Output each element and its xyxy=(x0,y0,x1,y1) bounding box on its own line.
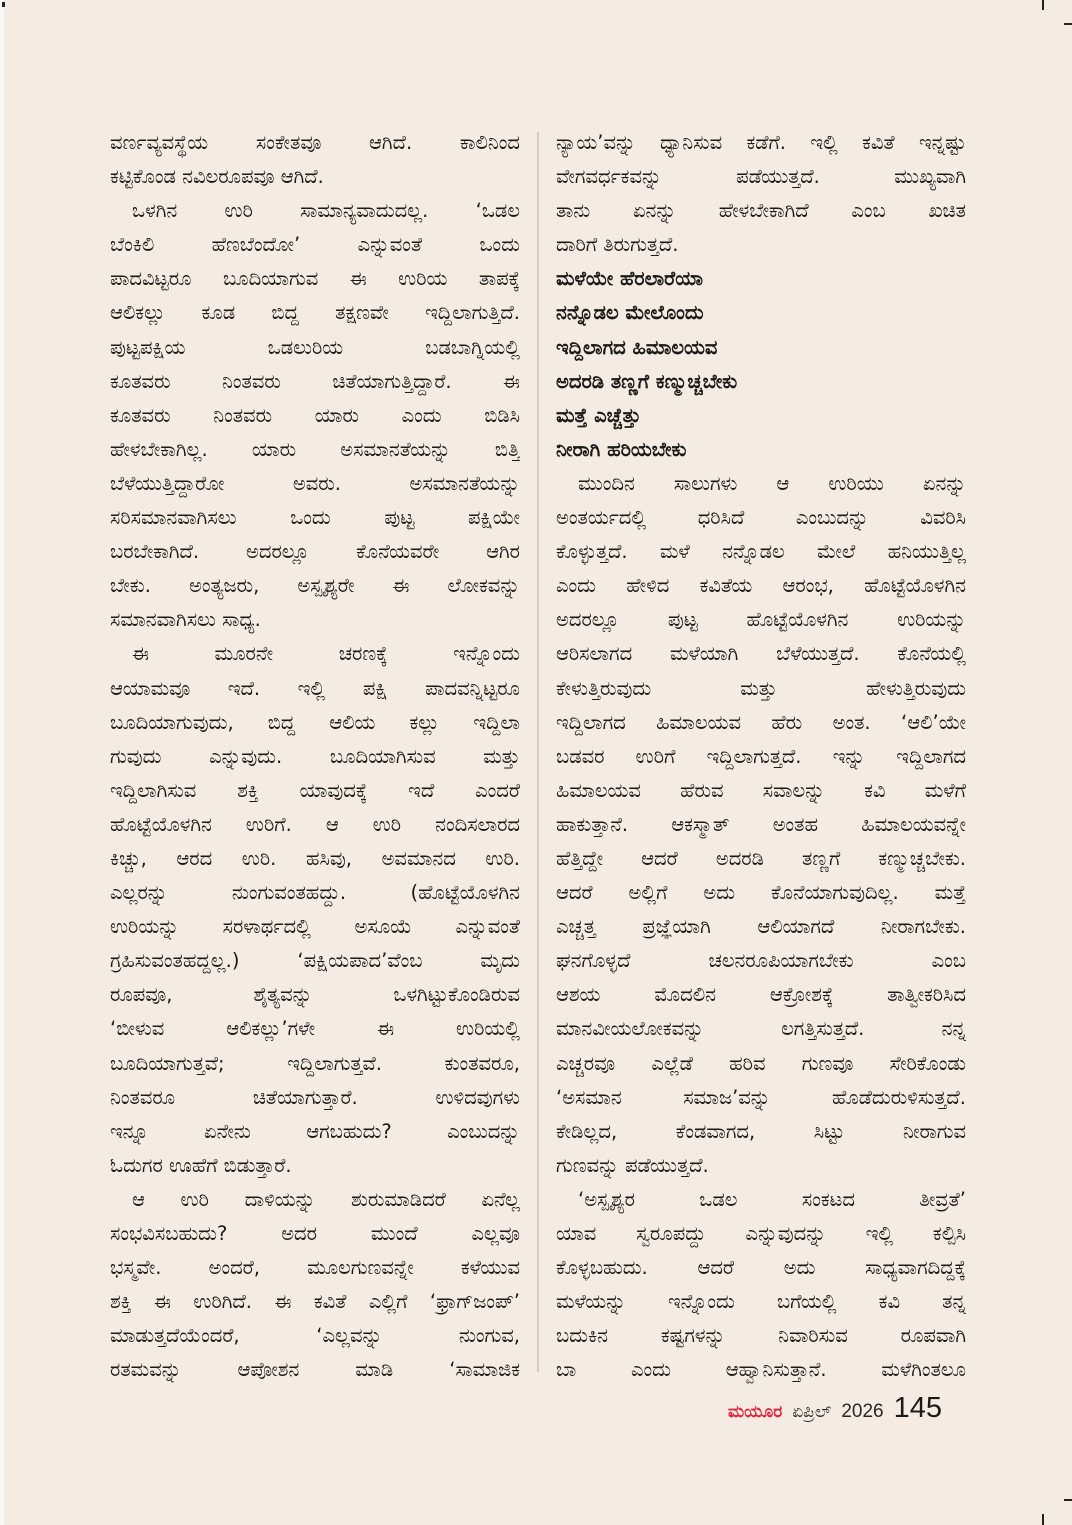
text-line: ‘ಅಸ್ಪೃಶ್ಯರ ಒಡಲ ಸಂಕಟದ ತೀವ್ರತೆ’ xyxy=(578,1187,966,1211)
text-line: ಅಂತರ್ಯದಲ್ಲಿ ಧರಿಸಿದೆ ಎಂಬುದನ್ನು ವಿವರಿಸಿ xyxy=(556,506,966,530)
poem-line: ಇದ್ದಿಲಾಗದ ಹಿಮಾಲಯವ xyxy=(556,335,718,359)
text-line: ಶಕ್ತಿ ಈ ಉರಿಗಿದೆ. ಈ ಕವಿತೆ ಎಲ್ಲಿಗೆ ‘ಫ್ರಾಗ್‌ಜಂಪ್’ xyxy=(110,1290,520,1314)
text-line: ನ್ಯಾಯ’ವನ್ನು ಧ್ಯಾನಿಸುವ ಕಡೆಗೆ. ಇಲ್ಲಿ ಕವಿತೆ ಇನ್ನಷ್ಟು xyxy=(556,131,966,154)
text-line: ಎಲ್ಲರನ್ನು ನುಂಗುವಂತಹದ್ದು. (ಹೊಟ್ಟೆಯೊಳಗಿನ xyxy=(110,881,520,905)
poem-line: ಅದರಡಿ ತಣ್ಣಗೆ ಕಣ್ಮುಚ್ಚಬೇಕು xyxy=(556,369,738,393)
text-line: ಪಾದವಿಟ್ಟರೂ ಬೂದಿಯಾಗುವ ಈ ಉರಿಯ ತಾಪಕ್ಕೆ xyxy=(110,267,520,291)
text-line: ಹೇಳಬೇಕಾಗಿಲ್ಲ. ಯಾರು ಅಸಮಾನತೆಯನ್ನು ಬಿತ್ತಿ xyxy=(110,437,520,461)
text-line: ರೂಪವೂ, ಶೈತ್ಯವನ್ನು ಒಳಗಿಟ್ಟುಕೊಂಡಿರುವ xyxy=(110,983,520,1007)
text-line: ಅದರಲ್ಲೂ ಪುಟ್ಟ ಹೊಟ್ಟೆಯೊಳಗಿನ ಉರಿಯನ್ನು xyxy=(556,608,966,632)
text-line: ಎಚ್ಚರವೂ ಎಲ್ಲೆಡೆ ಹರಿವ ಗುಣವೂ ಸೇರಿಕೊಂಡು xyxy=(556,1051,966,1075)
poem-line: ಮಳೆಯೇ ಹೆರಲಾರೆಯಾ xyxy=(556,267,703,291)
issue-year: 2026 xyxy=(841,1401,884,1422)
crop-mark xyxy=(2,2,5,7)
column-divider xyxy=(537,132,539,1372)
text-line: ಬಡವರ ಉರಿಗೆ ಇದ್ದಿಲಾಗುತ್ತದೆ. ಇನ್ನು ಇದ್ದಿಲಾಗದ xyxy=(556,744,966,768)
poem-line: ನೀರಾಗಿ ಹರಿಯಬೇಕು xyxy=(556,437,687,461)
text-line: ಸಂಭವಿಸಬಹುದು? ಅದರ ಮುಂದೆ ಎಲ್ಲವೂ xyxy=(110,1222,520,1245)
text-line: ಘನಗೊಳ್ಳದೆ ಚಲನರೂಪಿಯಾಗಬೇಕು ಎಂಬ xyxy=(556,949,966,973)
text-line: ಕಿಚ್ಚು, ಆರದ ಉರಿ. ಹಸಿವು, ಅವಮಾನದ ಉರಿ. xyxy=(110,846,520,870)
text-line: ‘ಅಸಮಾನ ಸಮಾಜ’ವನ್ನು ಹೊಡೆದುರುಳಿಸುತ್ತದೆ. xyxy=(556,1085,966,1109)
article-column-left xyxy=(110,126,520,1387)
text-line: ಹೊಟ್ಟೆಯೊಳಗಿನ ಉರಿಗೆ. ಆ ಉರಿ ನಂದಿಸಲಾರದ xyxy=(110,812,520,836)
text-line: ಬರಬೇಕಾಗಿದೆ. ಅದರಲ್ಲೂ ಕೊನೆಯವರೇ ಆಗಿರ xyxy=(110,540,520,564)
text-line: ಆಯಾಮವೂ ಇದೆ. ಇಲ್ಲಿ ಪಕ್ಷಿ ಪಾದವನ್ನಿಟ್ಟರೂ xyxy=(110,676,520,700)
text-line: ಆರಿಸಲಾಗದ ಮಳೆಯಾಗಿ ಬೆಳೆಯುತ್ತದೆ. ಕೊನೆಯಲ್ಲಿ xyxy=(556,642,966,666)
text-line: ಯಾವ ಸ್ವರೂಪದ್ದು ಎನ್ನುವುದನ್ನು ಇಲ್ಲಿ ಕಲ್ಪಿಸಿ xyxy=(556,1222,966,1245)
text-line: ‘ಬೀಳುವ ಆಲಿಕಲ್ಲು’ಗಳೇ ಈ ಉರಿಯಲ್ಲಿ xyxy=(110,1017,520,1041)
text-line: ಸರಿಸಮಾನವಾಗಿಸಲು ಒಂದು ಪುಟ್ಟ ಪಕ್ಷಿಯೇ xyxy=(110,506,520,530)
page-edge xyxy=(0,0,4,1525)
text-line: ದಾರಿಗೆ ತಿರುಗುತ್ತದೆ. xyxy=(556,233,679,257)
poem-line: ನನ್ನೊಡಲ ಮೇಲೊಂದು xyxy=(556,301,704,325)
text-line: ಎಚ್ಚತ್ತ ಪ್ರಜ್ಞೆಯಾಗಿ ಆಲಿಯಾಗದೆ ನೀರಾಗಬೇಕು. xyxy=(556,915,966,939)
text-line: ನಿಂತವರೂ ಚಿತೆಯಾಗುತ್ತಾರೆ. ಉಳಿದವುಗಳು xyxy=(110,1085,520,1109)
text-line: ಉರಿಯನ್ನು ಸರಳಾರ್ಥದಲ್ಲಿ ಅಸೂಯೆ ಎನ್ನುವಂತೆ xyxy=(110,915,520,939)
page-footer xyxy=(728,1392,942,1428)
text-line: ಮಾನವೀಯಲೋಕವನ್ನು ಲಗತ್ತಿಸುತ್ತದೆ. ನನ್ನ xyxy=(556,1017,966,1041)
article-column-right xyxy=(556,126,966,1387)
text-line: ಹಿಮಾಲಯವ ಹೆರುವ ಸವಾಲನ್ನು ಕವಿ ಮಳೆಗೆ xyxy=(556,778,966,802)
text-line: ಗುವುದು ಎನ್ನುವುದು. ಬೂದಿಯಾಗಿಸುವ ಮತ್ತು xyxy=(110,744,520,768)
text-line: ಇದ್ದಿಲಾಗಿಸುವ ಶಕ್ತಿ ಯಾವುದಕ್ಕೆ ಇದೆ ಎಂದರೆ xyxy=(110,778,520,802)
magazine-brand: ಮಯೂರ xyxy=(728,1402,783,1422)
text-line: ಕೇಡಿಲ್ಲದ, ಕೆಂಡವಾಗದ, ಸಿಟ್ಟು ನೀರಾಗುವ xyxy=(556,1119,966,1143)
text-line: ಒಳಗಿನ ಉರಿ ಸಾಮಾನ್ಯವಾದುದಲ್ಲ. ‘ಒಡಲ xyxy=(132,199,520,223)
text-line: ಹೆತ್ತಿದ್ದೇ ಆದರೆ ಅದರಡಿ ತಣ್ಣಗೆ ಕಣ್ಮುಚ್ಚಬೇಕು. xyxy=(556,846,966,870)
text-line: ಓದುಗರ ಊಹೆಗೆ ಬಿಡುತ್ತಾರೆ. xyxy=(110,1153,292,1177)
text-line: ವೇಗವರ್ಧಕವನ್ನು ಪಡೆಯುತ್ತದೆ. ಮುಖ್ಯವಾಗಿ xyxy=(556,165,966,189)
text-line: ಆಶಯ ಮೊದಲಿನ ಆಕ್ರೋಶಕ್ಕೆ ತಾತ್ವೀಕರಿಸಿದ xyxy=(556,983,966,1007)
text-line: ಬಾ ಎಂದು ಆಹ್ವಾನಿಸುತ್ತಾನೆ. ಮಳೆಗಿಂತಲೂ xyxy=(556,1358,966,1382)
text-line: ಮುಂದಿನ ಸಾಲುಗಳು ಆ ಉರಿಯು ಏನನ್ನು xyxy=(578,471,966,495)
text-line: ಗ್ರಹಿಸುವಂತಹದ್ದಲ್ಲ.) ‘ಪಕ್ಷಿಯಪಾದ’ವೆಂಬ ಮೃದು xyxy=(110,949,520,973)
text-line: ಗುಣವನ್ನು ಪಡೆಯುತ್ತದೆ. xyxy=(556,1153,709,1177)
text-line: ಕೊಳ್ಳಬಹುದು. ಆದರೆ ಅದು ಸಾಧ್ಯವಾಗದಿದ್ದಕ್ಕೆ xyxy=(556,1256,966,1280)
issue-month: ಏಪ್ರಿಲ್ xyxy=(792,1402,832,1422)
text-line: ಆಲಿಕಲ್ಲು ಕೂಡ ಬಿದ್ದ ತಕ್ಷಣವೇ ಇದ್ದಿಲಾಗುತ್ತಿದೆ. xyxy=(110,301,520,325)
text-line: ಈ ಮೂರನೇ ಚರಣಕ್ಕೆ ಇನ್ನೊಂದು xyxy=(132,642,520,666)
crop-mark xyxy=(1064,1499,1072,1501)
text-line: ತಾನು ಏನನ್ನು ಹೇಳಬೇಕಾಗಿದೆ ಎಂಬ ಖಚಿತ xyxy=(556,199,966,223)
crop-mark xyxy=(1042,1514,1044,1525)
text-line: ಬೂದಿಯಾಗುವುದು, ಬಿದ್ದ ಆಲಿಯ ಕಲ್ಲು ಇದ್ದಿಲಾ xyxy=(110,710,520,734)
text-line: ಪುಟ್ಟಪಕ್ಷಿಯ ಒಡಲುರಿಯ ಬಡಬಾಗ್ನಿಯಲ್ಲಿ xyxy=(110,335,520,359)
text-line: ಕೂತವರು ನಿಂತವರು ಚಿತೆಯಾಗುತ್ತಿದ್ದಾರೆ. ಈ xyxy=(110,369,520,393)
text-line: ಹಾಕುತ್ತಾನೆ. ಆಕಸ್ಮಾತ್ ಅಂತಹ ಹಿಮಾಲಯವನ್ನೇ xyxy=(556,812,966,836)
text-line: ಬೂದಿಯಾಗುತ್ತವೆ; ಇದ್ದಿಲಾಗುತ್ತವೆ. ಕುಂತವರೂ, xyxy=(110,1051,520,1075)
text-line: ಕೊಳ್ಳುತ್ತದೆ. ಮಳೆ ನನ್ನೊಡಲ ಮೇಲೆ ಹನಿಯುತ್ತಿಲ್ಲ xyxy=(556,540,966,564)
text-line: ಮಳೆಯನ್ನು ಇನ್ನೊಂದು ಬಗೆಯಲ್ಲಿ ಕವಿ ತನ್ನ xyxy=(556,1290,966,1314)
text-line: ಇದ್ದಿಲಾಗದ ಹಿಮಾಲಯವ ಹೆರು ಅಂತ. ‘ಆಲಿ’ಯೇ xyxy=(556,710,966,734)
text-line: ಭಸ್ಮವೇ. ಅಂದರೆ, ಮೂಲಗುಣವನ್ನೇ ಕಳೆಯುವ xyxy=(110,1256,520,1280)
text-line: ಬೆಳೆಯುತ್ತಿದ್ದಾರೋ ಅವರು. ಅಸಮಾನತೆಯನ್ನು xyxy=(110,471,520,495)
poem-line: ಮತ್ತೆ ಎಚ್ಚೆತ್ತು xyxy=(556,403,641,427)
text-line: ಬೆಂಕಿಲಿ ಹೆಣಬೆಂದೋ’ ಎನ್ನುವಂತೆ ಒಂದು xyxy=(110,233,520,257)
page-number: 145 xyxy=(893,1392,943,1424)
crop-mark xyxy=(1042,0,1044,10)
text-line: ವರ್ಣವ್ಯವಸ್ಥೆಯ ಸಂಕೇತವೂ ಆಗಿದೆ. ಕಾಲಿನಿಂದ xyxy=(110,131,520,154)
text-line: ಸಮಾನವಾಗಿಸಲು ಸಾಧ್ಯ. xyxy=(110,608,261,632)
text-line: ಕೂತವರು ನಿಂತವರು ಯಾರು ಎಂದು ಬಿಡಿಸಿ xyxy=(110,403,520,427)
text-line: ಬೇಕು. ಅಂತ್ಯಜರು, ಅಸ್ಪೃಶ್ಯರೇ ಈ ಲೋಕವನ್ನು xyxy=(110,574,520,598)
text-line: ರತಮವನ್ನು ಆಪೋಶನ ಮಾಡಿ ‘ಸಾಮಾಜಿಕ xyxy=(110,1358,520,1382)
text-line: ಕಟ್ಟಿಕೊಂಡ ನವಿಲರೂಪವೂ ಆಗಿದೆ. xyxy=(110,165,324,189)
crop-mark xyxy=(1064,23,1072,25)
text-line: ಆ ಉರಿ ದಾಳಿಯನ್ನು ಶುರುಮಾಡಿದರೆ ಏನೆಲ್ಲ xyxy=(132,1187,520,1211)
text-line: ಮಾಡುತ್ತದೆಯೆಂದರೆ, ‘ಎಲ್ಲವನ್ನು ನುಂಗುವ, xyxy=(110,1324,520,1348)
text-line: ಎಂದು ಹೇಳಿದ ಕವಿತೆಯ ಆರಂಭ, ಹೊಟ್ಟೆಯೊಳಗಿನ xyxy=(556,574,966,598)
text-line: ಇನ್ನೂ ಏನೇನು ಆಗಬಹುದು? ಎಂಬುದನ್ನು xyxy=(110,1119,520,1143)
text-line: ಕೇಳುತ್ತಿರುವುದು ಮತ್ತು ಹೇಳುತ್ತಿರುವುದು xyxy=(556,676,966,700)
text-line: ಬದುಕಿನ ಕಷ್ಟಗಳನ್ನು ನಿವಾರಿಸುವ ರೂಪವಾಗಿ xyxy=(556,1324,966,1348)
text-line: ಆದರೆ ಅಲ್ಲಿಗೆ ಅದು ಕೊನೆಯಾಗುವುದಿಲ್ಲ. ಮತ್ತೆ xyxy=(556,881,966,905)
